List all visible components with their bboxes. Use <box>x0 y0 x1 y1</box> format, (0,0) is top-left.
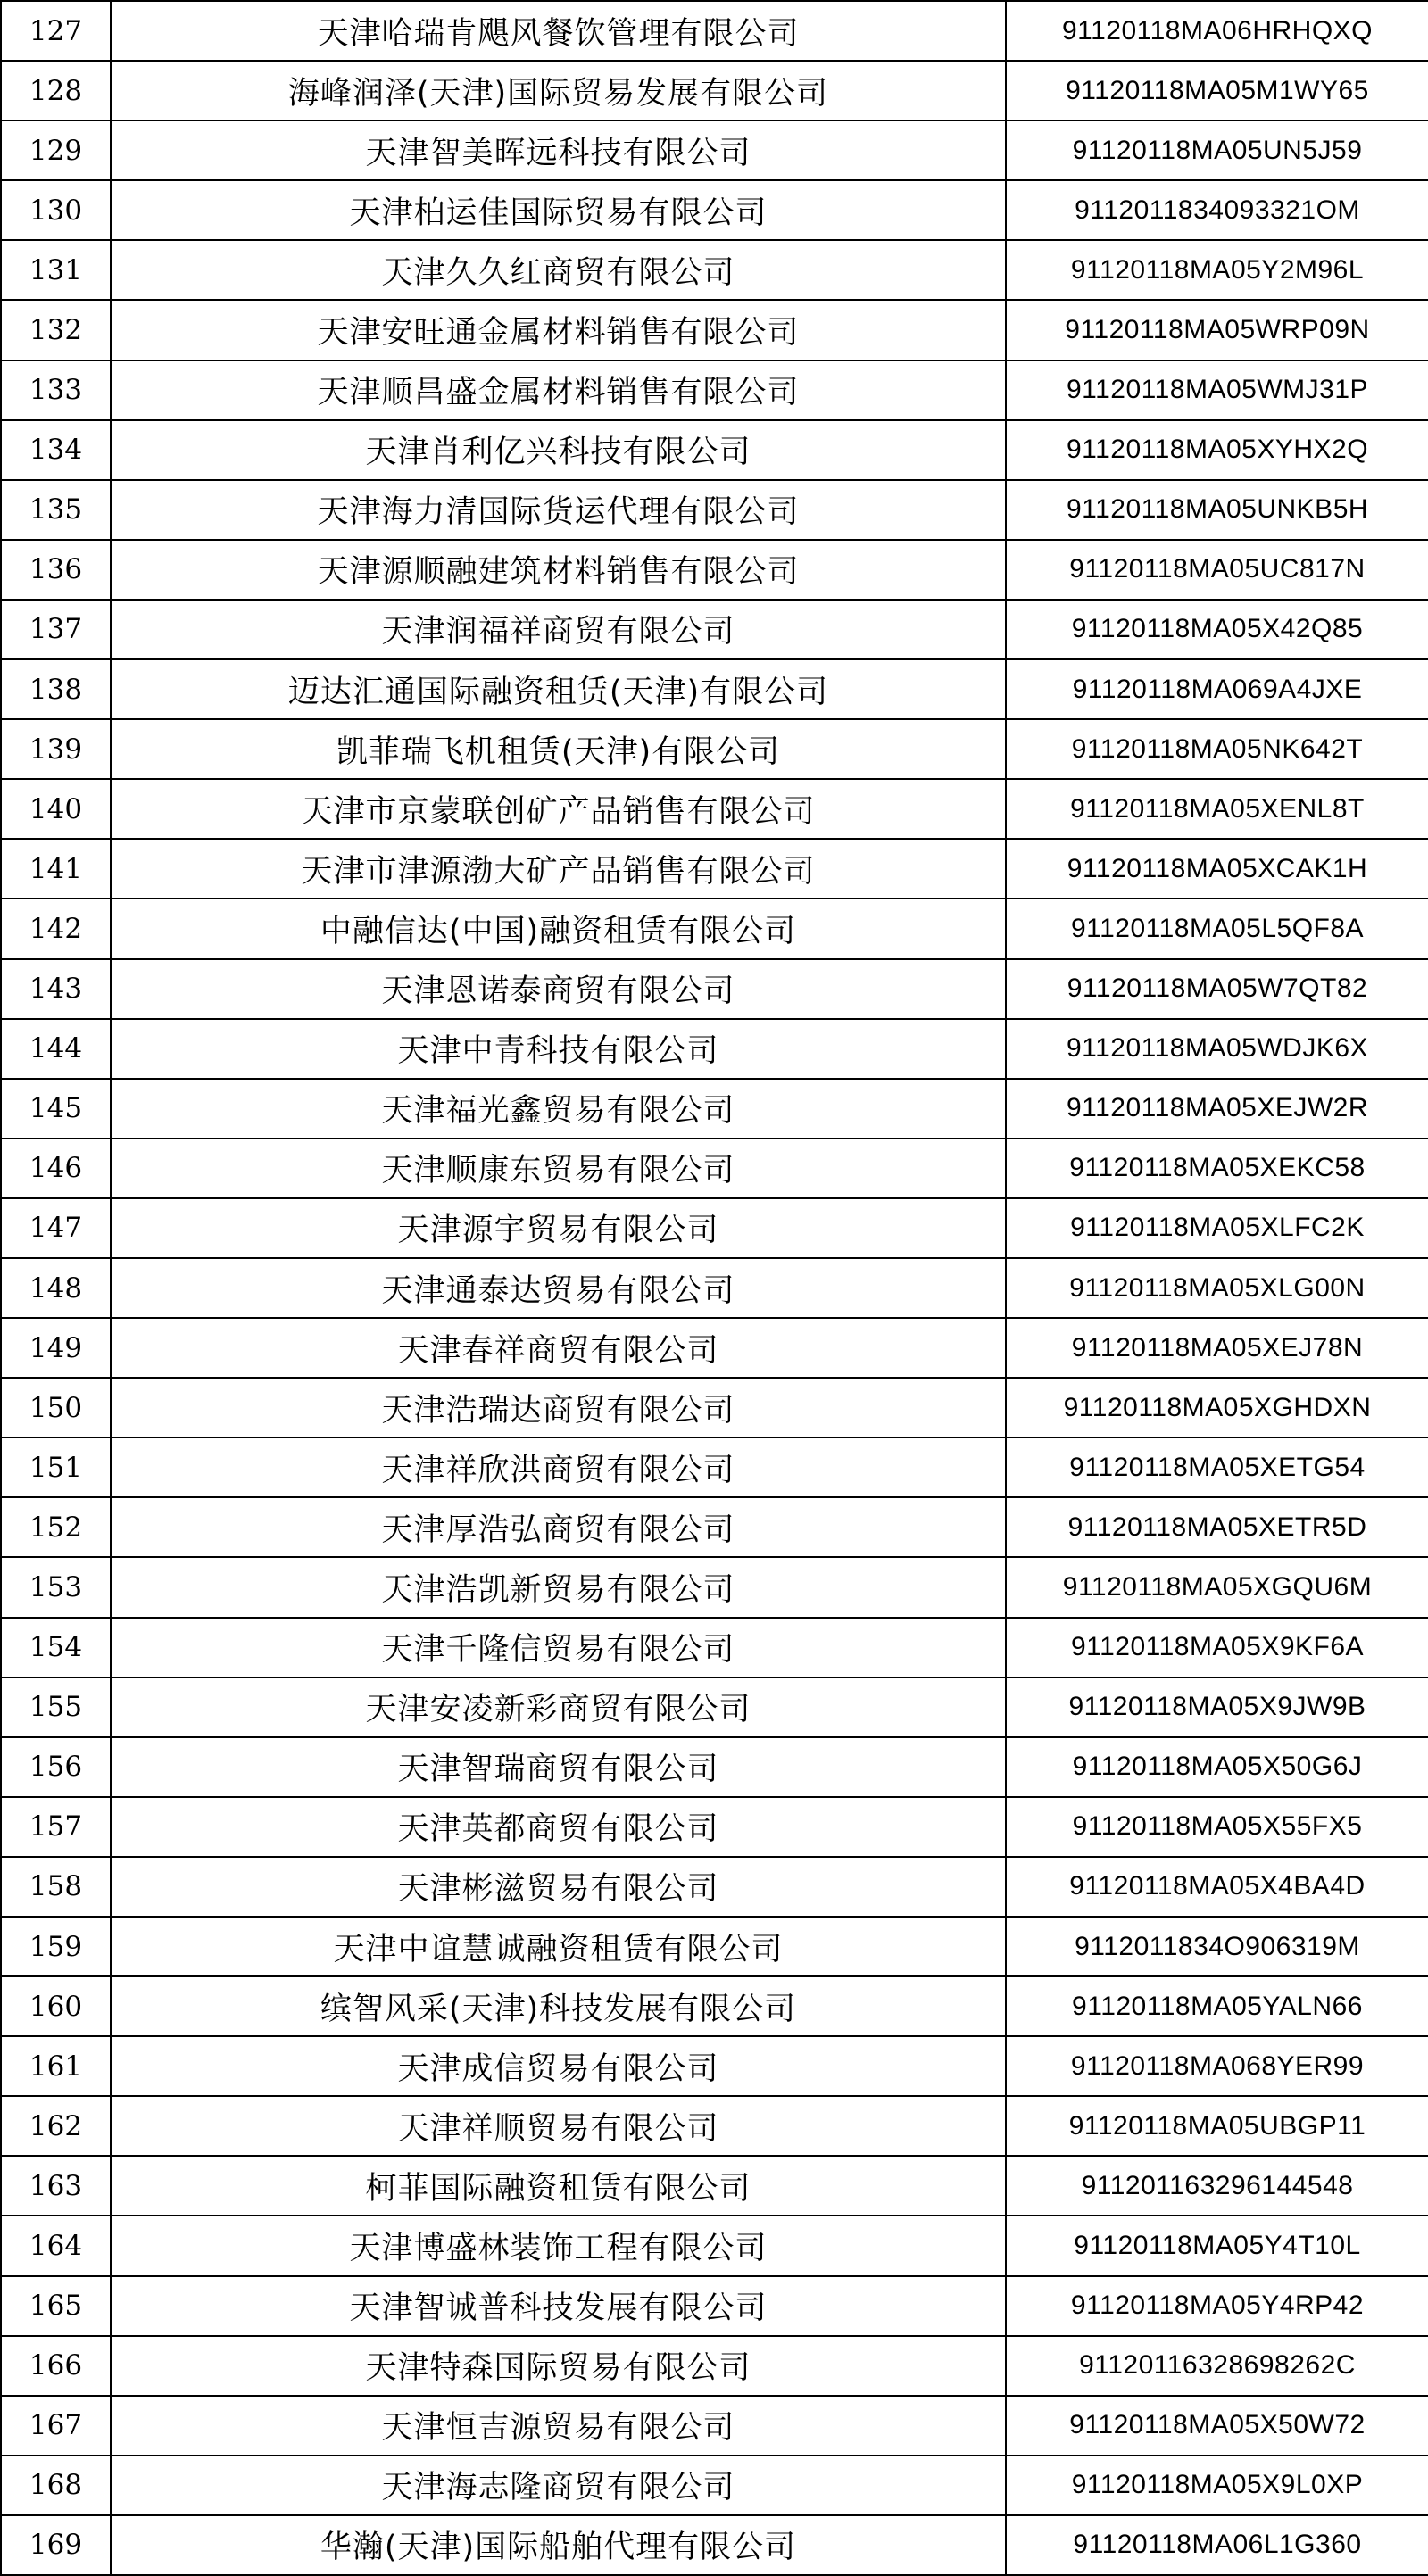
company-name-cell: 天津源宇贸易有限公司 <box>111 1198 1006 1258</box>
table-row <box>1 1857 1428 1917</box>
credit-code-cell: 91120118MA05WDJK6X <box>1006 1019 1428 1079</box>
row-number-cell: 138 <box>1 659 111 719</box>
credit-code-cell: 91120118MA05Y4RP42 <box>1006 2276 1428 2336</box>
company-name-cell: 天津市京蒙联创矿产品销售有限公司 <box>111 779 1006 839</box>
credit-code-cell: 91120118MA068YER99 <box>1006 2036 1428 2096</box>
table-row <box>1 2396 1428 2456</box>
row-number-cell: 144 <box>1 1019 111 1079</box>
credit-code-cell: 91120118MA05XENL8T <box>1006 779 1428 839</box>
row-number-cell: 164 <box>1 2216 111 2275</box>
credit-code-cell: 91120118MA05X4BA4D <box>1006 1857 1428 1917</box>
credit-code-cell: 91120116328698262C <box>1006 2336 1428 2396</box>
credit-code-cell: 91120118MA05UBGP11 <box>1006 2096 1428 2156</box>
row-number-cell: 154 <box>1 1618 111 1677</box>
company-name-cell: 天津英都商贸有限公司 <box>111 1797 1006 1857</box>
company-name-cell: 天津顺康东贸易有限公司 <box>111 1139 1006 1198</box>
company-name-cell: 天津哈瑞肯飓风餐饮管理有限公司 <box>111 1 1006 61</box>
row-number-cell: 161 <box>1 2036 111 2096</box>
table-row <box>1 719 1428 779</box>
table-row <box>1 2216 1428 2275</box>
credit-code-cell: 91120118MA05WMJ31P <box>1006 360 1428 420</box>
credit-code-cell: 91120118MA05WRP09N <box>1006 300 1428 360</box>
credit-code-cell: 91120118MA05X42Q85 <box>1006 600 1428 659</box>
credit-code-cell: 91120118MA05XGQU6M <box>1006 1557 1428 1617</box>
company-name-cell: 天津源顺融建筑材料销售有限公司 <box>111 540 1006 600</box>
table-row <box>1 1797 1428 1857</box>
row-number-cell: 132 <box>1 300 111 360</box>
row-number-cell: 136 <box>1 540 111 600</box>
row-number-cell: 165 <box>1 2276 111 2336</box>
table-row <box>1 1378 1428 1437</box>
row-number-cell: 148 <box>1 1258 111 1318</box>
row-number-cell: 145 <box>1 1079 111 1139</box>
table-row <box>1 1 1428 61</box>
table-row <box>1 540 1428 600</box>
credit-code-cell: 91120118MA05XETG54 <box>1006 1437 1428 1497</box>
company-name-cell: 天津智美晖远科技有限公司 <box>111 120 1006 180</box>
row-number-cell: 134 <box>1 420 111 480</box>
table-row <box>1 1079 1428 1139</box>
table-row <box>1 1737 1428 1797</box>
table-row <box>1 899 1428 958</box>
credit-code-cell: 91120118MA05XEKC58 <box>1006 1139 1428 1198</box>
table-row <box>1 779 1428 839</box>
credit-code-cell: 9112011834O906319M <box>1006 1917 1428 1976</box>
table-row <box>1 1437 1428 1497</box>
table-row <box>1 61 1428 120</box>
table-row <box>1 1139 1428 1198</box>
credit-code-cell: 91120118MA05W7QT82 <box>1006 959 1428 1019</box>
company-name-cell: 天津恒吉源贸易有限公司 <box>111 2396 1006 2456</box>
table-row <box>1 600 1428 659</box>
company-name-cell: 天津成信贸易有限公司 <box>111 2036 1006 2096</box>
company-name-cell: 天津春祥商贸有限公司 <box>111 1318 1006 1378</box>
credit-code-cell: 91120118MA06HRHQXQ <box>1006 1 1428 61</box>
row-number-cell: 155 <box>1 1677 111 1737</box>
company-name-cell: 天津市津源渤大矿产品销售有限公司 <box>111 839 1006 899</box>
row-number-cell: 157 <box>1 1797 111 1857</box>
credit-code-cell: 91120118MA05UN5J59 <box>1006 120 1428 180</box>
row-number-cell: 149 <box>1 1318 111 1378</box>
table-row <box>1 1318 1428 1378</box>
credit-code-cell: 91120118MA05X50G6J <box>1006 1737 1428 1797</box>
row-number-cell: 158 <box>1 1857 111 1917</box>
company-name-cell: 中融信达(中国)融资租赁有限公司 <box>111 899 1006 958</box>
row-number-cell: 139 <box>1 719 111 779</box>
credit-code-cell: 91120118MA05XCAK1H <box>1006 839 1428 899</box>
table-row <box>1 2156 1428 2216</box>
credit-code-cell: 91120118MA05X9JW9B <box>1006 1677 1428 1737</box>
row-number-cell: 166 <box>1 2336 111 2396</box>
table-row <box>1 120 1428 180</box>
row-number-cell: 127 <box>1 1 111 61</box>
table-row <box>1 1976 1428 2036</box>
credit-code-cell: 9112011834093321OM <box>1006 180 1428 240</box>
credit-code-cell: 91120118MA05XYHX2Q <box>1006 420 1428 480</box>
credit-code-cell: 91120118MA05UC817N <box>1006 540 1428 600</box>
row-number-cell: 131 <box>1 240 111 300</box>
company-name-cell: 天津柏运佳国际贸易有限公司 <box>111 180 1006 240</box>
table-row <box>1 480 1428 540</box>
company-name-cell: 天津中青科技有限公司 <box>111 1019 1006 1079</box>
credit-code-cell: 91120118MA05XEJ78N <box>1006 1318 1428 1378</box>
table-row <box>1 1618 1428 1677</box>
row-number-cell: 163 <box>1 2156 111 2216</box>
credit-code-cell: 91120118MA05YALN66 <box>1006 1976 1428 2036</box>
table-row <box>1 180 1428 240</box>
table-row <box>1 300 1428 360</box>
table-row <box>1 1677 1428 1737</box>
company-name-cell: 柯菲国际融资租赁有限公司 <box>111 2156 1006 2216</box>
table-row <box>1 2336 1428 2396</box>
row-number-cell: 140 <box>1 779 111 839</box>
row-number-cell: 143 <box>1 959 111 1019</box>
company-name-cell: 天津久久红商贸有限公司 <box>111 240 1006 300</box>
credit-code-cell: 91120118MA05X9KF6A <box>1006 1618 1428 1677</box>
company-name-cell: 天津智诚普科技发展有限公司 <box>111 2276 1006 2336</box>
company-name-cell: 海峰润泽(天津)国际贸易发展有限公司 <box>111 61 1006 120</box>
row-number-cell: 153 <box>1 1557 111 1617</box>
row-number-cell: 128 <box>1 61 111 120</box>
row-number-cell: 162 <box>1 2096 111 2156</box>
table-row <box>1 1557 1428 1617</box>
company-name-cell: 天津特森国际贸易有限公司 <box>111 2336 1006 2396</box>
company-name-cell: 华瀚(天津)国际船舶代理有限公司 <box>111 2515 1006 2575</box>
company-name-cell: 缤智风采(天津)科技发展有限公司 <box>111 1976 1006 2036</box>
table-row <box>1 420 1428 480</box>
company-name-cell: 天津恩诺泰商贸有限公司 <box>111 959 1006 1019</box>
row-number-cell: 150 <box>1 1378 111 1437</box>
company-name-cell: 天津浩瑞达商贸有限公司 <box>111 1378 1006 1437</box>
credit-code-cell: 91120118MA05NK642T <box>1006 719 1428 779</box>
credit-code-cell: 91120118MA05X9L0XP <box>1006 2456 1428 2515</box>
credit-code-cell: 91120118MA05XLG00N <box>1006 1258 1428 1318</box>
table-row <box>1 959 1428 1019</box>
company-name-cell: 天津中谊慧诚融资租赁有限公司 <box>111 1917 1006 1976</box>
row-number-cell: 167 <box>1 2396 111 2456</box>
company-name-cell: 天津润福祥商贸有限公司 <box>111 600 1006 659</box>
credit-code-cell: 91120118MA05UNKB5H <box>1006 480 1428 540</box>
row-number-cell: 147 <box>1 1198 111 1258</box>
table-row <box>1 2276 1428 2336</box>
company-name-cell: 天津千隆信贸易有限公司 <box>111 1618 1006 1677</box>
credit-code-cell: 91120118MA05M1WY65 <box>1006 61 1428 120</box>
credit-code-cell: 91120118MA05X50W72 <box>1006 2396 1428 2456</box>
table-row <box>1 2036 1428 2096</box>
company-name-cell: 天津浩凯新贸易有限公司 <box>111 1557 1006 1617</box>
table-row <box>1 2515 1428 2575</box>
credit-code-cell: 91120118MA05Y2M96L <box>1006 240 1428 300</box>
row-number-cell: 137 <box>1 600 111 659</box>
row-number-cell: 152 <box>1 1497 111 1557</box>
table-row <box>1 2096 1428 2156</box>
row-number-cell: 160 <box>1 1976 111 2036</box>
row-number-cell: 146 <box>1 1139 111 1198</box>
credit-code-cell: 91120118MA05XETR5D <box>1006 1497 1428 1557</box>
row-number-cell: 133 <box>1 360 111 420</box>
row-number-cell: 151 <box>1 1437 111 1497</box>
row-number-cell: 168 <box>1 2456 111 2515</box>
company-name-cell: 天津彬滋贸易有限公司 <box>111 1857 1006 1917</box>
table-row <box>1 360 1428 420</box>
company-name-cell: 天津安凌新彩商贸有限公司 <box>111 1677 1006 1737</box>
company-name-cell: 天津通泰达贸易有限公司 <box>111 1258 1006 1318</box>
company-name-cell: 迈达汇通国际融资租赁(天津)有限公司 <box>111 659 1006 719</box>
credit-code-cell: 91120118MA05XGHDXN <box>1006 1378 1428 1437</box>
company-name-cell: 天津福光鑫贸易有限公司 <box>111 1079 1006 1139</box>
row-number-cell: 130 <box>1 180 111 240</box>
company-name-cell: 天津顺昌盛金属材料销售有限公司 <box>111 360 1006 420</box>
table-row <box>1 240 1428 300</box>
company-name-cell: 天津祥顺贸易有限公司 <box>111 2096 1006 2156</box>
registry-table-body <box>1 1 1428 2575</box>
credit-code-cell: 91120118MA069A4JXE <box>1006 659 1428 719</box>
table-row <box>1 1497 1428 1557</box>
credit-code-cell: 91120118MA05X55FX5 <box>1006 1797 1428 1857</box>
company-name-cell: 天津海力清国际货运代理有限公司 <box>111 480 1006 540</box>
row-number-cell: 159 <box>1 1917 111 1976</box>
table-row <box>1 1019 1428 1079</box>
company-name-cell: 天津智瑞商贸有限公司 <box>111 1737 1006 1797</box>
company-name-cell: 凯菲瑞飞机租赁(天津)有限公司 <box>111 719 1006 779</box>
table-row <box>1 1258 1428 1318</box>
table-row <box>1 1917 1428 1976</box>
credit-code-cell: 91120118MA05XEJW2R <box>1006 1079 1428 1139</box>
table-row <box>1 659 1428 719</box>
table-row <box>1 1198 1428 1258</box>
credit-code-cell: 91120118MA05XLFC2K <box>1006 1198 1428 1258</box>
credit-code-cell: 911201163296144548 <box>1006 2156 1428 2216</box>
company-name-cell: 天津安旺通金属材料销售有限公司 <box>111 300 1006 360</box>
row-number-cell: 142 <box>1 899 111 958</box>
row-number-cell: 156 <box>1 1737 111 1797</box>
table-row <box>1 839 1428 899</box>
company-name-cell: 天津祥欣洪商贸有限公司 <box>111 1437 1006 1497</box>
row-number-cell: 169 <box>1 2515 111 2575</box>
row-number-cell: 135 <box>1 480 111 540</box>
credit-code-cell: 91120118MA05Y4T10L <box>1006 2216 1428 2275</box>
company-name-cell: 天津博盛林装饰工程有限公司 <box>111 2216 1006 2275</box>
company-name-cell: 天津海志隆商贸有限公司 <box>111 2456 1006 2515</box>
row-number-cell: 141 <box>1 839 111 899</box>
company-name-cell: 天津肖利亿兴科技有限公司 <box>111 420 1006 480</box>
credit-code-cell: 91120118MA05L5QF8A <box>1006 899 1428 958</box>
company-name-cell: 天津厚浩弘商贸有限公司 <box>111 1497 1006 1557</box>
table-row <box>1 2456 1428 2515</box>
row-number-cell: 129 <box>1 120 111 180</box>
credit-code-cell: 91120118MA06L1G360 <box>1006 2515 1428 2575</box>
